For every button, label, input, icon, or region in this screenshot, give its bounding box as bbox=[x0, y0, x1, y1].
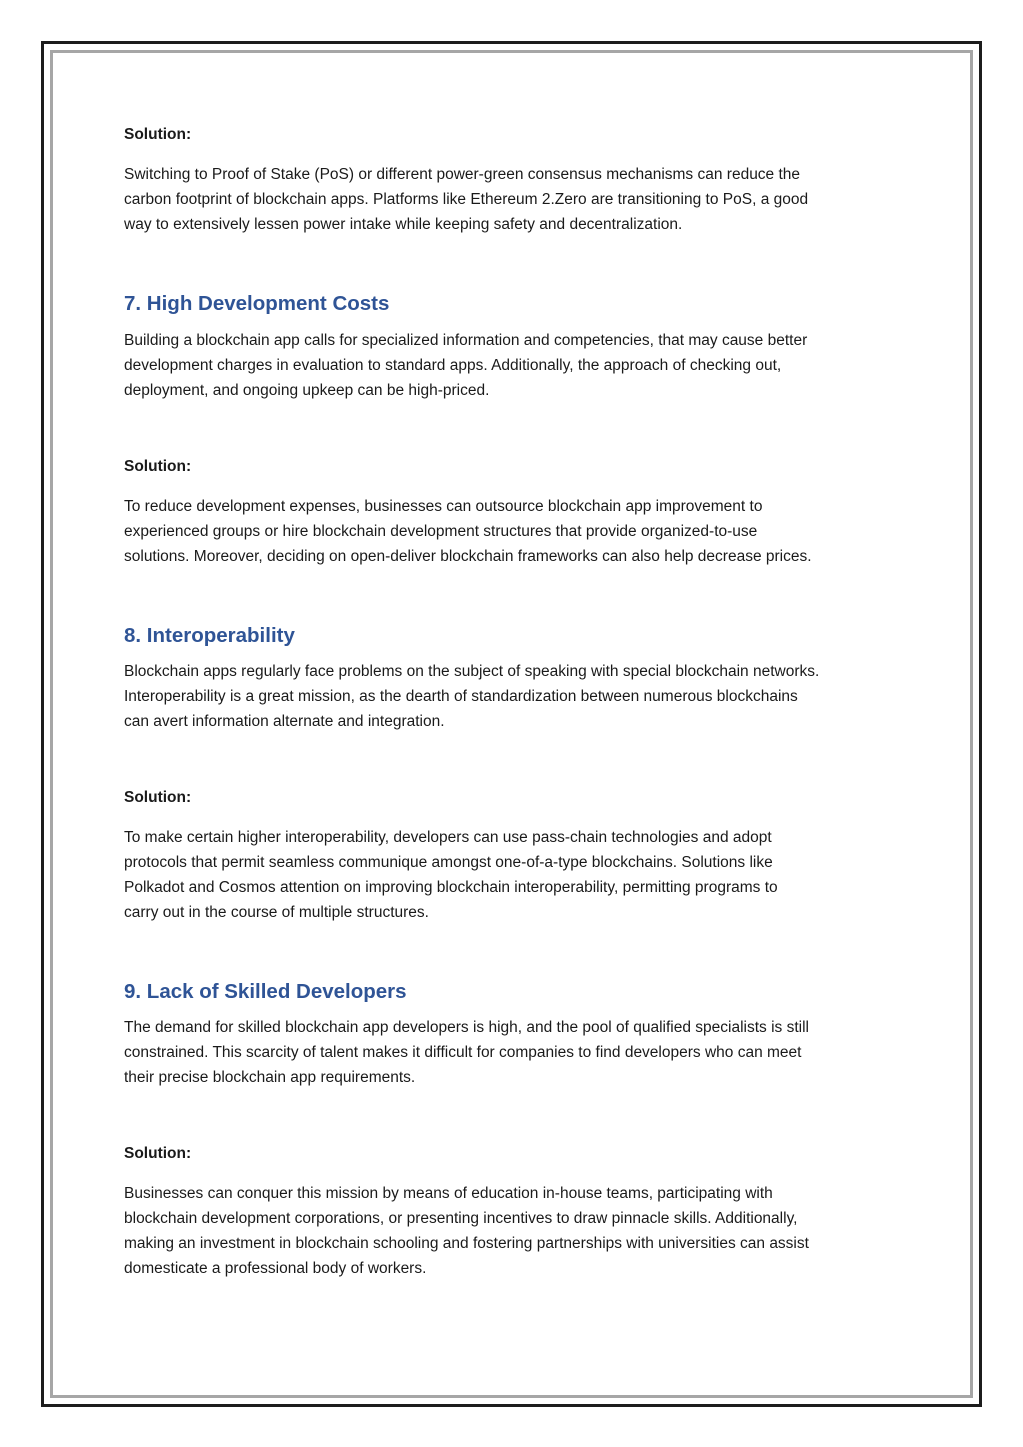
solution-label-7: Solution: bbox=[124, 458, 192, 475]
text-line: protocols that permit seamless communique amongst one-of-a-type blockchains. Solutions like bbox=[124, 854, 773, 871]
text-line: Building a blockchain app calls for specialized information and competencies, that may cause better bbox=[124, 332, 808, 349]
section-text-8 bbox=[124, 659, 904, 734]
section-heading-8: 8. Interoperability bbox=[124, 624, 295, 647]
section-text-7 bbox=[124, 328, 904, 403]
solution-text-9 bbox=[124, 1181, 904, 1281]
section-heading-9: 9. Lack of Skilled Developers bbox=[124, 980, 407, 1003]
text-line: blockchain development corporations, or presenting incentives to draw pinnacle skills. Additionally, bbox=[124, 1210, 798, 1227]
text-line: constrained. This scarcity of talent makes it difficult for companies to find developers who can meet bbox=[124, 1044, 802, 1061]
text-line: way to extensively lessen power intake while keeping safety and decentralization. bbox=[124, 216, 683, 233]
section-text-9 bbox=[124, 1015, 904, 1090]
text-line: Blockchain apps regularly face problems on the subject of speaking with special blockchain networks. bbox=[124, 663, 820, 680]
text-line: The demand for skilled blockchain app developers is high, and the pool of qualified specialists is still bbox=[124, 1019, 809, 1036]
text-line: deployment, and ongoing upkeep can be high-priced. bbox=[124, 382, 490, 399]
text-line: making an investment in blockchain schooling and fostering partnerships with universities can assist bbox=[124, 1235, 809, 1252]
text-line: solutions. Moreover, deciding on open-deliver blockchain frameworks can also help decrease prices. bbox=[124, 548, 812, 565]
text-line: To reduce development expenses, businesses can outsource blockchain app improvement to bbox=[124, 498, 763, 515]
text-line: their precise blockchain app requirements. bbox=[124, 1069, 416, 1086]
section-heading-7: 7. High Development Costs bbox=[124, 292, 390, 315]
text-line: To make certain higher interoperability, developers can use pass-chain technologies and adopt bbox=[124, 829, 772, 846]
text-line: Switching to Proof of Stake (PoS) or different power-green consensus mechanisms can reduce the bbox=[124, 166, 801, 183]
text-line: Businesses can conquer this mission by means of education in-house teams, participating with bbox=[124, 1185, 773, 1202]
solution-text-8 bbox=[124, 825, 904, 925]
solution-text-6 bbox=[124, 162, 904, 237]
text-line: experienced groups or hire blockchain development structures that provide organized-to-use bbox=[124, 523, 758, 540]
text-line: can avert information alternate and integration. bbox=[124, 713, 445, 730]
text-line: carry out in the course of multiple structures. bbox=[124, 904, 429, 921]
text-line: development charges in evaluation to standard apps. Additionally, the approach of checking out, bbox=[124, 357, 782, 374]
solution-label-6: Solution: bbox=[124, 126, 192, 143]
solution-label-9: Solution: bbox=[124, 1145, 192, 1162]
text-line: carbon footprint of blockchain apps. Platforms like Ethereum 2.Zero are transitioning to PoS, a good bbox=[124, 191, 809, 208]
text-line: Interoperability is a great mission, as the dearth of standardization between numerous blockchains bbox=[124, 688, 798, 705]
text-line: Polkadot and Cosmos attention on improving blockchain interoperability, permitting programs to bbox=[124, 879, 778, 896]
solution-label-8: Solution: bbox=[124, 789, 192, 806]
solution-text-7 bbox=[124, 494, 904, 569]
text-line: domesticate a professional body of workers. bbox=[124, 1260, 427, 1277]
